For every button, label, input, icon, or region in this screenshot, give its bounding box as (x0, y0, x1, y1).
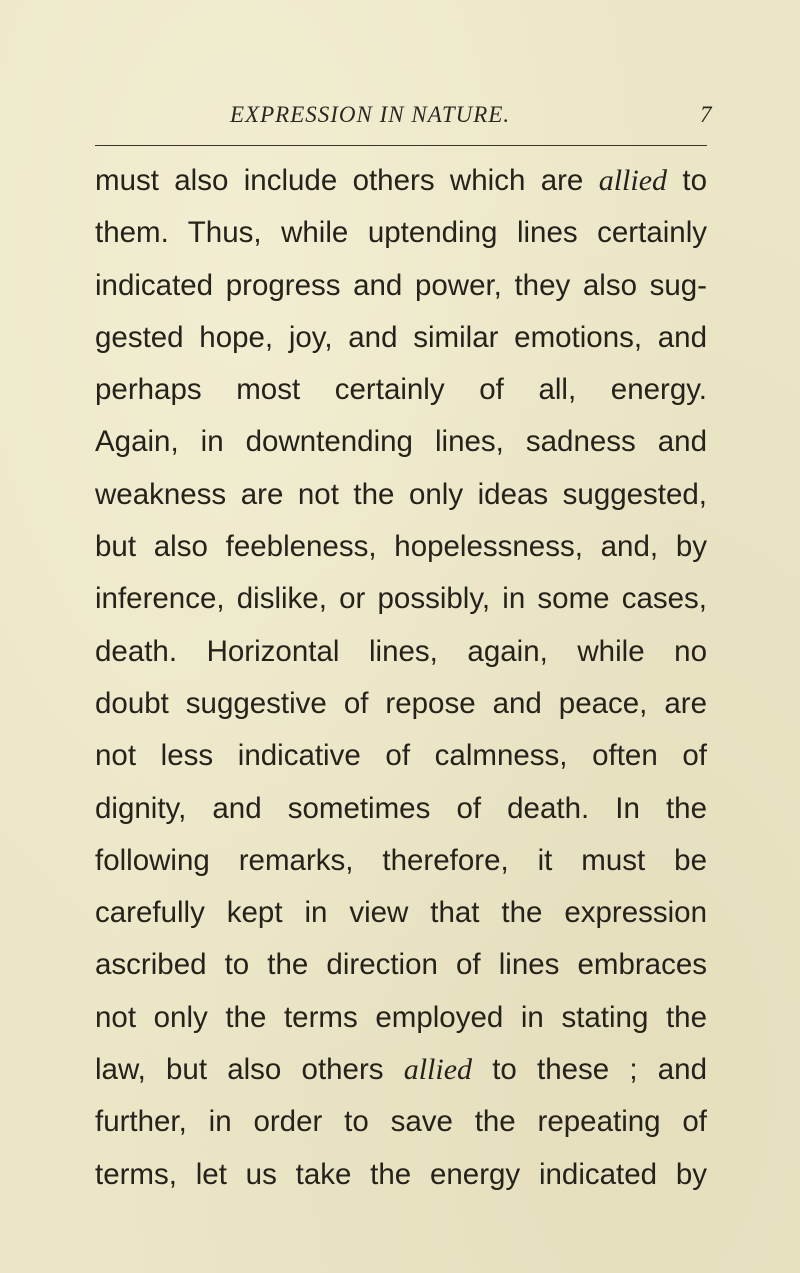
text-line: not less indicative of calmness, often of (95, 739, 707, 773)
text-line: further, in order to save the repeating of (95, 1105, 707, 1139)
text-line: terms, let us take the energy indicated by (95, 1157, 707, 1191)
italic-word: allied (598, 164, 668, 197)
text-line: them. Thus, while uptending lines certainly (95, 216, 707, 250)
text-line: ascribed to the direction of lines embraces (95, 948, 707, 982)
text-line: death. Horizontal lines, again, while no (95, 634, 707, 668)
text-line: must also include others which are allied to (95, 164, 707, 197)
running-title: EXPRESSION IN NATURE. (230, 102, 511, 127)
text-line: perhaps most certainly of all, energy. (95, 373, 707, 407)
text-line: carefully kept in view that the expression (95, 896, 707, 930)
text-line: Again, in downtending lines, sadness and (95, 425, 707, 459)
header-rule (95, 145, 707, 146)
italic-word: allied (403, 1053, 473, 1087)
text-line: dignity, and sometimes of death. In the (95, 791, 707, 825)
text-line: following remarks, therefore, it must be (95, 843, 707, 877)
text-line: doubt suggestive of repose and peace, are (95, 686, 707, 720)
page-number: 7 (700, 102, 712, 127)
text-line: law, but also others allied to these ; and (95, 1053, 707, 1087)
text-line: gested hope, joy, and similar emotions, and (95, 320, 707, 354)
text-line: indicated progress and power, they also sug- (95, 268, 707, 302)
running-head (0, 102, 800, 142)
text-line: weakness are not the only ideas suggested, (95, 477, 707, 511)
text-line: not only the terms employed in stating the (95, 1000, 707, 1034)
text-line: inference, dislike, or possibly, in some cases, (95, 582, 707, 616)
text-line: but also feebleness, hopelessness, and, by (95, 530, 707, 564)
body-text (95, 155, 707, 1201)
